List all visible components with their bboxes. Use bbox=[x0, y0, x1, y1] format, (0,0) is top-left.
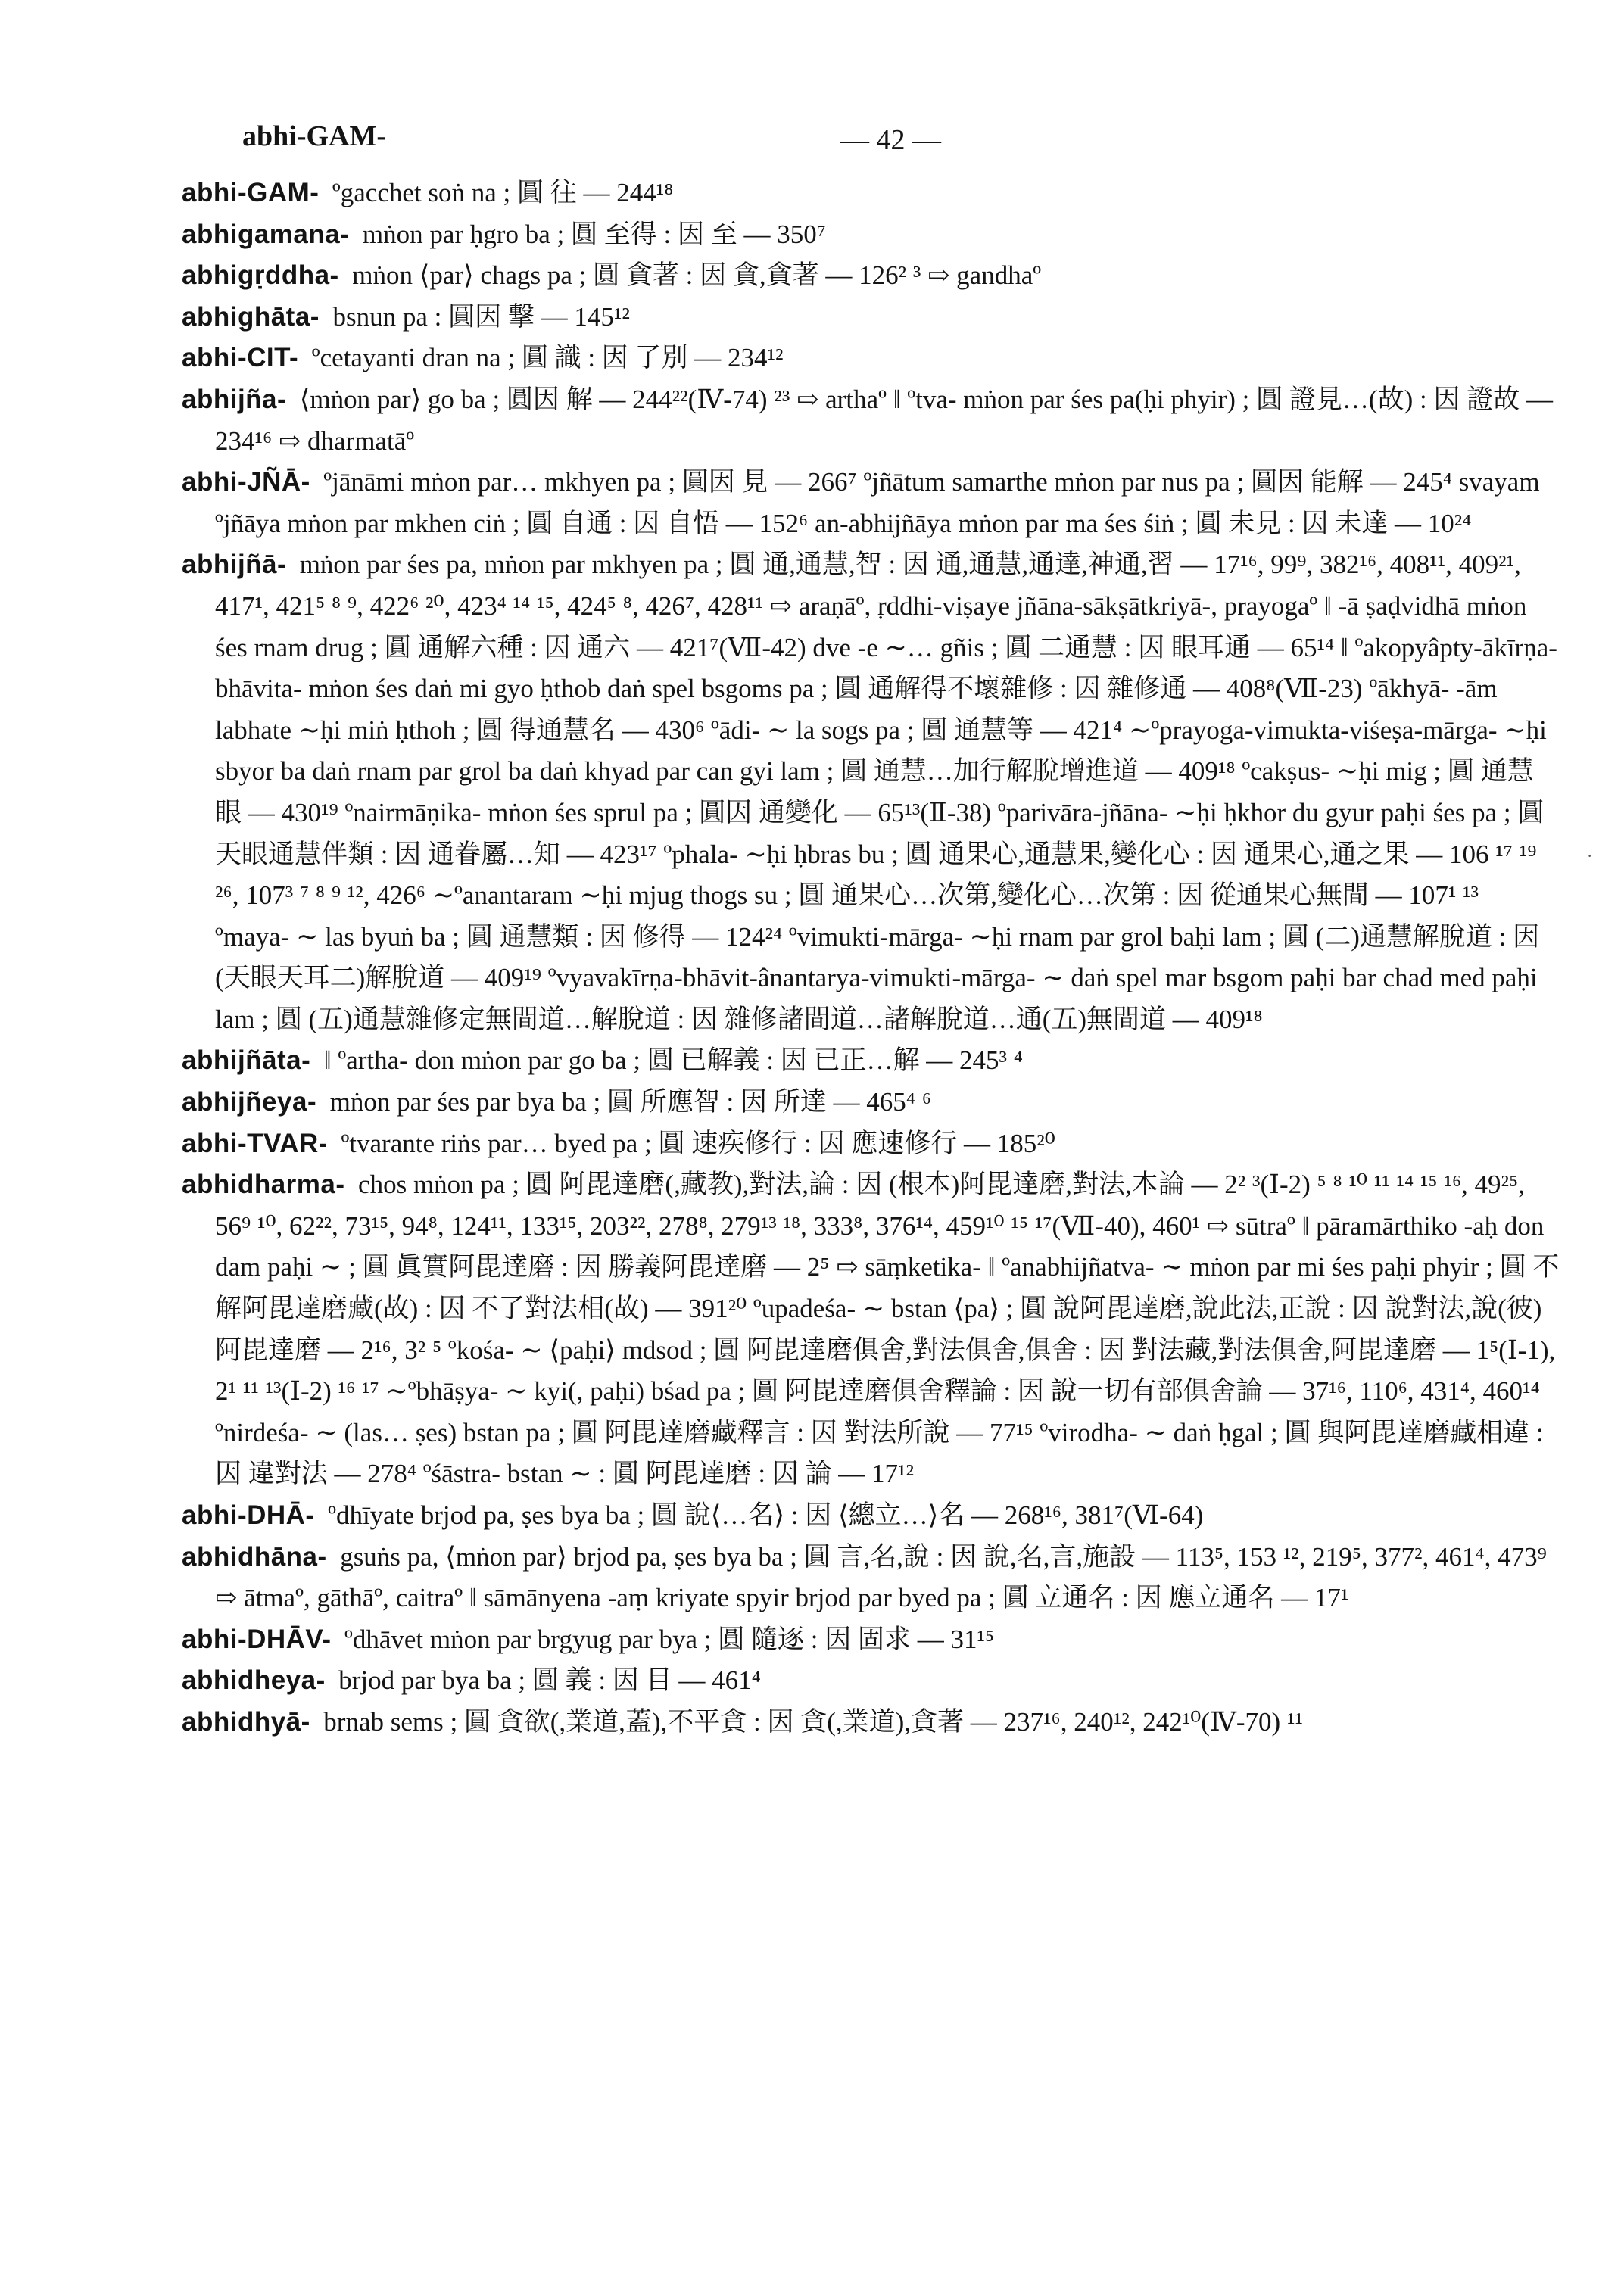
entry-body: ºgacchet soṅ na ; 圓 往 — 244¹⁸ bbox=[332, 178, 674, 207]
entry-headword: abhijña- bbox=[182, 384, 287, 414]
entry-body: brnab sems ; 圓 貪欲(,業道,蓋),不平貪 : 因 貪(,業道),貪著 — 237¹⁶, 240¹², 242¹⁰(Ⅳ-70) ¹¹ bbox=[323, 1706, 1303, 1737]
entry-body: ‖ ºartha- don mṅon par go ba ; 圓 已解義 : 因 已正…解 — 245³ ⁴ bbox=[323, 1045, 1023, 1076]
entry bbox=[182, 544, 1560, 1040]
entry-body: bsnun pa : 圓因 撃 — 145¹² bbox=[332, 301, 630, 332]
entry bbox=[182, 1702, 1560, 1743]
entry-headword: abhidharma- bbox=[182, 1170, 345, 1200]
entry-headword: abhidhyā- bbox=[182, 1706, 310, 1737]
entry-body: ºcetayanti dran na ; 圓 識 : 因 了別 — 234¹² bbox=[311, 343, 784, 373]
entry-headword: abhi-TVAR- bbox=[182, 1128, 328, 1158]
entry-headword: abhigṛddha- bbox=[182, 260, 339, 291]
entry-body: gsuṅs pa, ⟨mṅon par⟩ brjod pa, ṣes bya ba ; 圓 言,名,說 : 因 說,名,言,施設 — 113⁵, 153 ¹², 219⁵, 377², 461⁴, 473⁹ ⇨ ātmaº, gāthāº, caitraº ‖ sāmānyena -aṃ kriyate spyir brjod par byed pa ; 圓 立通名 : 因 應立通名 — 17¹ bbox=[215, 1541, 1547, 1613]
margin-mark: · bbox=[1587, 846, 1593, 865]
entry bbox=[182, 1660, 1560, 1702]
entry bbox=[182, 1495, 1560, 1537]
entry-headword: abhijñā- bbox=[182, 550, 287, 580]
entry bbox=[182, 1619, 1560, 1661]
entry-headword: abhi-JÑĀ- bbox=[182, 467, 310, 497]
entry bbox=[182, 1537, 1560, 1619]
entry-headword: abhi-DHĀV- bbox=[182, 1624, 332, 1654]
entry bbox=[182, 173, 1560, 214]
entry-body: ºdhāvet mṅon par brgyug par bya ; 圓 隨逐 : 因 固求 — 31¹⁵ bbox=[344, 1624, 995, 1654]
entry-headword: abhijñeya- bbox=[182, 1087, 317, 1117]
entry-body: brjod par bya ba ; 圓 義 : 因 目 — 461⁴ bbox=[338, 1665, 761, 1696]
entry bbox=[182, 1123, 1560, 1165]
entry-headword: abhidhāna- bbox=[182, 1541, 327, 1572]
entry-headword: abhijñāta- bbox=[182, 1045, 311, 1076]
entry bbox=[182, 297, 1560, 338]
page-number: — 42 — bbox=[840, 124, 941, 156]
entry-body: ⟨mṅon par⟩ go ba ; 圓因 解 — 244²²(Ⅳ-74) ²³ ⇨ arthaº ‖ ºtva- mṅon par śes pa(ḥi phyir) ; 圓 證見…(故) : 因 證故 — 234¹⁶ ⇨ dharmatāº bbox=[215, 384, 1553, 456]
entry bbox=[182, 1164, 1560, 1495]
entry bbox=[182, 462, 1560, 544]
entry bbox=[182, 214, 1560, 256]
entry-body: mṅon par ḥgro ba ; 圓 至得 : 因 至 — 350⁷ bbox=[362, 219, 826, 249]
entry-headword: abhighāta- bbox=[182, 301, 320, 332]
entry-body: ºtvarante riṅs par… byed pa ; 圓 速疾修行 : 因 應速修行 — 185²⁰ bbox=[341, 1128, 1055, 1158]
entry bbox=[182, 338, 1560, 379]
entry-headword: abhidheya- bbox=[182, 1665, 326, 1696]
entry-body: mṅon ⟨par⟩ chags pa ; 圓 貪著 : 因 貪,貪著 — 126² ³ ⇨ gandhaº bbox=[352, 260, 1042, 291]
entry bbox=[182, 379, 1560, 462]
entry-list bbox=[182, 173, 1560, 1743]
entry-body: mṅon par śes par bya ba ; 圓 所應智 : 因 所達 — 465⁴ ⁶ bbox=[329, 1087, 931, 1117]
running-head: abhi-GAM- bbox=[242, 120, 386, 152]
entry bbox=[182, 1040, 1560, 1082]
entry bbox=[182, 1082, 1560, 1123]
entry-body: mṅon par śes pa, mṅon par mkhyen pa ; 圓 通,通慧,智 : 因 通,通慧,通達,神通,習 — 17¹⁶, 99⁹, 382¹⁶, 408¹¹, 409²¹, 417¹, 421⁵ ⁸ ⁹, 422⁶ ²⁰, 423⁴ ¹⁴ ¹⁵, 424⁵ ⁸, 426⁷, 428¹¹ ⇨ araṇāº, ṛddhi-viṣaye jñāna-sākṣātkriyā-, prayogaº ‖ -ā ṣaḍvidhā mṅon śes rnam drug ; 圓 通解六種 : 因 通六 — 421⁷(Ⅶ-42) dve -e ∼… gñis ; 圓 二通慧 : 因 眼耳通 — 65¹⁴ ‖ ºakopyâpty-ākīrṇa-bhāvita- mṅon śes daṅ mi gyo ḥthob daṅ spel bsgoms pa ; 圓 通解得不壞雜修 : 因 雜修通 — 408⁸(Ⅶ-23) ºākhyā- -ām labhate ∼ḥi miṅ ḥthoh ; 圓 得通慧名 — 430⁶ ºādi- ∼ la sogs pa ; 圓 通慧等 — 421⁴ ∼ºprayoga-vimukta-viśeṣa-mārga- ∼ḥi sbyor ba daṅ rnam par grol ba daṅ khyad par can gyi lam ; 圓 通慧…加行解脫增進道 — 409¹⁸ ºcakṣus- ∼ḥi mig ; 圓 通慧眼 — 430¹⁹ ºnairmāṇika- mṅon śes sprul pa ; 圓因 通變化 — 65¹³(Ⅱ-38) ºparivāra-jñāna- ∼ḥi ḥkhor du gyur paḥi śes pa ; 圓 天眼通慧伴類 : 因 通眷屬…知 — 423¹⁷ ºphala- ∼ḥi ḥbras bu ; 圓 通果心,通慧果,變化心 : 因 通果心,通之果 — 106 ¹⁷ ¹⁹ ²⁶, 107³ ⁷ ⁸ ⁹ ¹², 426⁶ ∼ºanantaram ∼ḥi mjug thogs su ; 圓 通果心…次第,變化心…次第 : 因 從通果心無間 — 107¹ ¹³ ºmaya- ∼ las byuṅ ba ; 圓 通慧類 : 因 修得 — 124²⁴ ºvimukti-mārga- ∼ḥi rnam par grol baḥi lam ; 圓 (二)通慧解脫道 : 因 (天眼天耳二)解脫道 — 409¹⁹ ºvyavakīrṇa-bhāvit-ânantarya-vimukti-mārga- ∼ daṅ spel mar bsgom paḥi bar chad med paḥi lam ; 圓 (五)通慧雜修定無間道…解脫道 : 因 雜修諸間道…諸解脫道…通(五)無間道 — 409¹⁸ bbox=[215, 550, 1557, 1034]
entry bbox=[182, 255, 1560, 297]
entry-headword: abhigamana- bbox=[182, 219, 350, 249]
entry-body: ºdhīyate brjod pa, ṣes bya ba ; 圓 說⟨…名⟩ : 因 ⟨總立…⟩名 — 268¹⁶, 381⁷(Ⅵ-64) bbox=[328, 1500, 1204, 1530]
entry-headword: abhi-GAM- bbox=[182, 178, 320, 207]
entry-headword: abhi-CIT- bbox=[182, 343, 299, 373]
entry-body: ºjānāmi mṅon par… mkhyen pa ; 圓因 見 — 266⁷ ºjñātum samarthe mṅon par nus pa ; 圓因 能解 — 245⁴ svayam ºjñāya mṅon par mkhen ciṅ ; 圓 自通 : 因 自悟 — 152⁶ an-abhijñāya mṅon par ma śes śiṅ ; 圓 未見 : 因 未達 — 10²⁴ bbox=[215, 467, 1540, 538]
entry-headword: abhi-DHĀ- bbox=[182, 1500, 315, 1530]
entry-body: chos mṅon pa ; 圓 阿毘達磨(,藏教),對法,論 : 因 (根本)阿毘達磨,對法,本論 — 2² ³(Ⅰ-2) ⁵ ⁸ ¹⁰ ¹¹ ¹⁴ ¹⁵ ¹⁶, 49²⁵, 56⁹ ¹⁰, 62²², 73¹⁵, 94⁸, 124¹¹, 133¹⁵, 203²², 278⁸, 279¹³ ¹⁸, 333⁸, 376¹⁴, 459¹⁰ ¹⁵ ¹⁷(Ⅶ-40), 460¹ ⇨ sūtraº ‖ pāramārthiko -aḥ don dam paḥi ∼ ; 圓 眞實阿毘達磨 : 因 勝義阿毘達磨 — 2⁵ ⇨ sāṃketika- ‖ ºanabhijñatva- ∼ mṅon par mi śes paḥi phyir ; 圓 不解阿毘達磨藏(故) : 因 不了對法相(故) — 391²⁰ ºupadeśa- ∼ bstan ⟨pa⟩ ; 圓 說阿毘達磨,說此法,正說 : 因 說對法,說(彼)阿毘達磨 — 2¹⁶, 3² ⁵ ºkośa- ∼ ⟨paḥi⟩ mdsod ; 圓 阿毘達磨俱舍,對法俱舍,俱舍 : 因 對法藏,對法俱舍,阿毘達磨 — 1⁵(Ⅰ-1), 2¹ ¹¹ ¹³(Ⅰ-2) ¹⁶ ¹⁷ ∼ºbhāṣya- ∼ kyi(, paḥi) bśad pa ; 圓 阿毘達磨俱舍釋論 : 因 說一切有部俱舍論 — 37¹⁶, 110⁶, 431⁴, 460¹⁴ ºnirdeśa- ∼ (las… ṣes) bstan pa ; 圓 阿毘達磨藏釋言 : 因 對法所說 — 77¹⁵ ºvirodha- ∼ daṅ ḥgal ; 圓 與阿毘達磨藏相違 : 因 違對法 — 278⁴ ºśāstra- bstan ∼ : 圓 阿毘達磨 : 因 論 — 17¹² bbox=[215, 1170, 1560, 1489]
